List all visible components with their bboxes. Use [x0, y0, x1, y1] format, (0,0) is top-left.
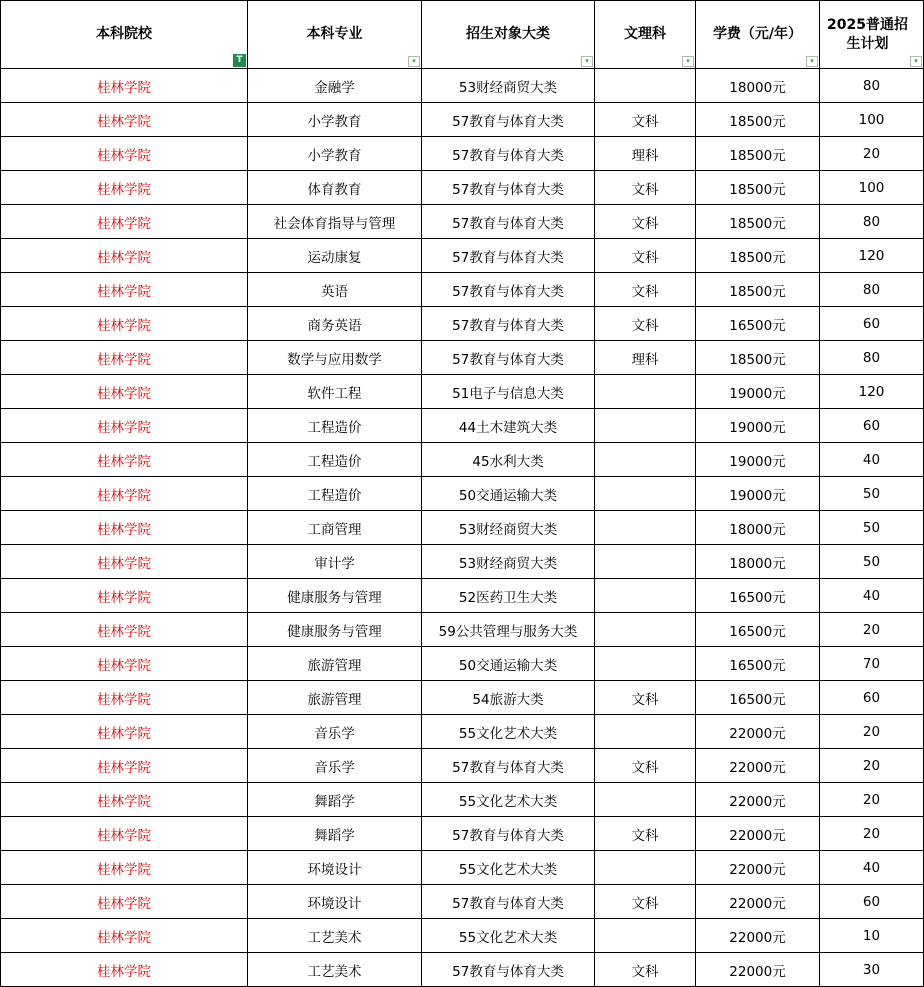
table-row[interactable]	[1, 103, 924, 137]
cell-arts-science[interactable]	[595, 919, 696, 953]
cell-school[interactable]: 桂林学院	[1, 477, 248, 511]
cell-plan[interactable]: 120	[820, 375, 924, 409]
cell-tuition[interactable]: 16500元	[696, 613, 820, 647]
cell-school[interactable]: 桂林学院	[1, 273, 248, 307]
table-body	[1, 69, 924, 987]
header-label: 2025普通招生计划	[827, 16, 908, 52]
table-row[interactable]	[1, 851, 924, 885]
cell-plan[interactable]: 50	[820, 545, 924, 579]
cell-tuition[interactable]: 19000元	[696, 375, 820, 409]
header-arts-science[interactable]	[595, 1, 696, 69]
cell-arts-science[interactable]	[595, 69, 696, 103]
cell-major[interactable]: 工艺美术	[248, 953, 422, 987]
cell-arts-science[interactable]: 文科	[595, 749, 696, 783]
cell-school[interactable]: 桂林学院	[1, 851, 248, 885]
cell-category[interactable]: 57教育与体育大类	[422, 817, 595, 851]
cell-school[interactable]: 桂林学院	[1, 885, 248, 919]
cell-arts-science[interactable]	[595, 477, 696, 511]
cell-category[interactable]: 55文化艺术大类	[422, 851, 595, 885]
cell-tuition[interactable]: 16500元	[696, 647, 820, 681]
cell-category[interactable]: 59公共管理与服务大类	[422, 613, 595, 647]
cell-school[interactable]: 桂林学院	[1, 545, 248, 579]
cell-tuition[interactable]: 18500元	[696, 205, 820, 239]
cell-plan[interactable]: 100	[820, 171, 924, 205]
cell-school[interactable]: 桂林学院	[1, 749, 248, 783]
table-row[interactable]	[1, 375, 924, 409]
cell-category[interactable]: 51电子与信息大类	[422, 375, 595, 409]
cell-arts-science[interactable]: 文科	[595, 273, 696, 307]
table-row[interactable]	[1, 477, 924, 511]
cell-plan[interactable]: 80	[820, 273, 924, 307]
cell-school[interactable]: 桂林学院	[1, 341, 248, 375]
cell-arts-science[interactable]	[595, 613, 696, 647]
table-row[interactable]	[1, 749, 924, 783]
cell-category[interactable]: 45水利大类	[422, 443, 595, 477]
cell-arts-science[interactable]: 理科	[595, 137, 696, 171]
cell-arts-science[interactable]	[595, 579, 696, 613]
cell-school[interactable]: 桂林学院	[1, 579, 248, 613]
cell-school[interactable]: 桂林学院	[1, 103, 248, 137]
cell-arts-science[interactable]: 文科	[595, 171, 696, 205]
cell-arts-science[interactable]	[595, 511, 696, 545]
cell-category[interactable]: 53财经商贸大类	[422, 511, 595, 545]
cell-tuition[interactable]: 18500元	[696, 103, 820, 137]
cell-major[interactable]: 社会体育指导与管理	[248, 205, 422, 239]
cell-tuition[interactable]: 18500元	[696, 171, 820, 205]
table-row[interactable]	[1, 579, 924, 613]
table-row[interactable]	[1, 613, 924, 647]
text-filter-active-icon[interactable]: T	[233, 54, 246, 67]
cell-major[interactable]: 环境设计	[248, 851, 422, 885]
cell-tuition[interactable]: 22000元	[696, 885, 820, 919]
cell-school[interactable]: 桂林学院	[1, 137, 248, 171]
cell-major[interactable]: 数学与应用数学	[248, 341, 422, 375]
cell-arts-science[interactable]: 文科	[595, 817, 696, 851]
cell-category[interactable]: 53财经商贸大类	[422, 545, 595, 579]
cell-arts-science[interactable]	[595, 443, 696, 477]
cell-plan[interactable]: 40	[820, 443, 924, 477]
table-row[interactable]	[1, 647, 924, 681]
table-row[interactable]	[1, 715, 924, 749]
cell-major[interactable]: 健康服务与管理	[248, 579, 422, 613]
cell-category[interactable]: 52医药卫生大类	[422, 579, 595, 613]
table-row[interactable]	[1, 307, 924, 341]
cell-major[interactable]: 小学教育	[248, 137, 422, 171]
cell-category[interactable]: 53财经商贸大类	[422, 69, 595, 103]
cell-tuition[interactable]: 22000元	[696, 953, 820, 987]
cell-major[interactable]: 软件工程	[248, 375, 422, 409]
cell-category[interactable]: 55文化艺术大类	[422, 919, 595, 953]
table-row[interactable]	[1, 273, 924, 307]
cell-plan[interactable]: 60	[820, 307, 924, 341]
cell-arts-science[interactable]	[595, 647, 696, 681]
cell-tuition[interactable]: 19000元	[696, 443, 820, 477]
cell-category[interactable]: 57教育与体育大类	[422, 137, 595, 171]
cell-plan[interactable]: 50	[820, 511, 924, 545]
table-row[interactable]	[1, 137, 924, 171]
table-row[interactable]	[1, 443, 924, 477]
filter-dropdown-icon[interactable]: ▾	[910, 56, 922, 67]
cell-category[interactable]: 57教育与体育大类	[422, 341, 595, 375]
cell-tuition[interactable]: 18000元	[696, 545, 820, 579]
cell-tuition[interactable]: 22000元	[696, 749, 820, 783]
cell-school[interactable]: 桂林学院	[1, 69, 248, 103]
header-tuition[interactable]	[696, 1, 820, 69]
cell-plan[interactable]: 80	[820, 341, 924, 375]
cell-category[interactable]: 54旅游大类	[422, 681, 595, 715]
cell-arts-science[interactable]	[595, 783, 696, 817]
cell-category[interactable]: 44土木建筑大类	[422, 409, 595, 443]
table-row[interactable]	[1, 409, 924, 443]
filter-dropdown-icon[interactable]: ▾	[682, 56, 694, 67]
table-row[interactable]	[1, 919, 924, 953]
filter-dropdown-icon[interactable]: ▾	[581, 56, 593, 67]
table-row[interactable]	[1, 341, 924, 375]
cell-tuition[interactable]: 18500元	[696, 273, 820, 307]
table-row[interactable]	[1, 239, 924, 273]
cell-major[interactable]: 舞蹈学	[248, 817, 422, 851]
cell-tuition[interactable]: 16500元	[696, 579, 820, 613]
cell-plan[interactable]: 20	[820, 783, 924, 817]
cell-major[interactable]: 舞蹈学	[248, 783, 422, 817]
cell-school[interactable]: 桂林学院	[1, 443, 248, 477]
cell-school[interactable]: 桂林学院	[1, 783, 248, 817]
cell-school[interactable]: 桂林学院	[1, 375, 248, 409]
cell-arts-science[interactable]: 文科	[595, 953, 696, 987]
cell-school[interactable]: 桂林学院	[1, 953, 248, 987]
cell-plan[interactable]: 40	[820, 851, 924, 885]
cell-tuition[interactable]: 18000元	[696, 69, 820, 103]
cell-category[interactable]: 57教育与体育大类	[422, 239, 595, 273]
cell-school[interactable]: 桂林学院	[1, 307, 248, 341]
cell-school[interactable]: 桂林学院	[1, 239, 248, 273]
cell-major[interactable]: 音乐学	[248, 715, 422, 749]
cell-arts-science[interactable]: 文科	[595, 307, 696, 341]
cell-tuition[interactable]: 22000元	[696, 851, 820, 885]
cell-major[interactable]: 体育教育	[248, 171, 422, 205]
table-row[interactable]	[1, 953, 924, 987]
header-row	[1, 1, 924, 69]
cell-major[interactable]: 审计学	[248, 545, 422, 579]
cell-plan[interactable]: 50	[820, 477, 924, 511]
cell-school[interactable]: 桂林学院	[1, 817, 248, 851]
cell-major[interactable]: 工程造价	[248, 477, 422, 511]
cell-major[interactable]: 环境设计	[248, 885, 422, 919]
header-label: 本科院校	[96, 26, 152, 42]
cell-arts-science[interactable]	[595, 545, 696, 579]
cell-arts-science[interactable]	[595, 409, 696, 443]
cell-category[interactable]: 57教育与体育大类	[422, 103, 595, 137]
cell-tuition[interactable]: 16500元	[696, 307, 820, 341]
table-row[interactable]	[1, 171, 924, 205]
header-label: 招生对象大类	[466, 26, 550, 42]
table-row[interactable]	[1, 681, 924, 715]
header-category[interactable]	[422, 1, 595, 69]
cell-tuition[interactable]: 22000元	[696, 783, 820, 817]
cell-category[interactable]: 55文化艺术大类	[422, 715, 595, 749]
cell-major[interactable]: 工程造价	[248, 409, 422, 443]
cell-major[interactable]: 工艺美术	[248, 919, 422, 953]
cell-plan[interactable]: 20	[820, 817, 924, 851]
cell-school[interactable]: 桂林学院	[1, 409, 248, 443]
filter-dropdown-icon[interactable]: ▾	[408, 56, 420, 67]
cell-major[interactable]: 工程造价	[248, 443, 422, 477]
table-row[interactable]	[1, 511, 924, 545]
cell-category[interactable]: 57教育与体育大类	[422, 749, 595, 783]
cell-arts-science[interactable]	[595, 715, 696, 749]
cell-category[interactable]: 57教育与体育大类	[422, 205, 595, 239]
cell-major[interactable]: 旅游管理	[248, 647, 422, 681]
filter-dropdown-icon[interactable]: ▾	[806, 56, 818, 67]
cell-plan[interactable]: 60	[820, 409, 924, 443]
cell-major[interactable]: 音乐学	[248, 749, 422, 783]
cell-tuition[interactable]: 18500元	[696, 239, 820, 273]
cell-plan[interactable]: 20	[820, 715, 924, 749]
cell-plan[interactable]: 100	[820, 103, 924, 137]
cell-tuition[interactable]: 16500元	[696, 681, 820, 715]
header-school[interactable]	[1, 1, 248, 69]
cell-plan[interactable]: 70	[820, 647, 924, 681]
cell-major[interactable]: 健康服务与管理	[248, 613, 422, 647]
cell-plan[interactable]: 20	[820, 749, 924, 783]
cell-major[interactable]: 英语	[248, 273, 422, 307]
cell-plan[interactable]: 20	[820, 137, 924, 171]
cell-arts-science[interactable]	[595, 375, 696, 409]
cell-plan[interactable]: 80	[820, 205, 924, 239]
cell-school[interactable]: 桂林学院	[1, 511, 248, 545]
cell-arts-science[interactable]: 理科	[595, 341, 696, 375]
cell-arts-science[interactable]: 文科	[595, 103, 696, 137]
table-row[interactable]	[1, 885, 924, 919]
cell-plan[interactable]: 120	[820, 239, 924, 273]
cell-category[interactable]: 57教育与体育大类	[422, 953, 595, 987]
cell-school[interactable]: 桂林学院	[1, 205, 248, 239]
table-row[interactable]	[1, 545, 924, 579]
header-label: 文理科	[624, 26, 666, 42]
cell-school[interactable]: 桂林学院	[1, 715, 248, 749]
cell-category[interactable]: 57教育与体育大类	[422, 171, 595, 205]
cell-plan[interactable]: 60	[820, 681, 924, 715]
cell-major[interactable]: 商务英语	[248, 307, 422, 341]
header-major[interactable]	[248, 1, 422, 69]
cell-major[interactable]: 工商管理	[248, 511, 422, 545]
cell-category[interactable]: 57教育与体育大类	[422, 885, 595, 919]
cell-category[interactable]: 57教育与体育大类	[422, 273, 595, 307]
cell-arts-science[interactable]	[595, 851, 696, 885]
cell-plan[interactable]: 10	[820, 919, 924, 953]
table-row[interactable]	[1, 783, 924, 817]
cell-tuition[interactable]: 22000元	[696, 919, 820, 953]
cell-arts-science[interactable]: 文科	[595, 681, 696, 715]
cell-plan[interactable]: 80	[820, 69, 924, 103]
cell-tuition[interactable]: 22000元	[696, 817, 820, 851]
cell-school[interactable]: 桂林学院	[1, 919, 248, 953]
cell-plan[interactable]: 20	[820, 613, 924, 647]
cell-tuition[interactable]: 22000元	[696, 715, 820, 749]
header-label: 本科专业	[306, 26, 363, 42]
cell-major[interactable]: 小学教育	[248, 103, 422, 137]
cell-plan[interactable]: 30	[820, 953, 924, 987]
cell-category[interactable]: 50交通运输大类	[422, 477, 595, 511]
cell-major[interactable]: 运动康复	[248, 239, 422, 273]
cell-major[interactable]: 旅游管理	[248, 681, 422, 715]
cell-arts-science[interactable]: 文科	[595, 205, 696, 239]
cell-tuition[interactable]: 19000元	[696, 477, 820, 511]
cell-school[interactable]: 桂林学院	[1, 647, 248, 681]
cell-category[interactable]: 55文化艺术大类	[422, 783, 595, 817]
cell-school[interactable]: 桂林学院	[1, 613, 248, 647]
cell-school[interactable]: 桂林学院	[1, 681, 248, 715]
cell-plan[interactable]: 40	[820, 579, 924, 613]
cell-major[interactable]: 金融学	[248, 69, 422, 103]
cell-category[interactable]: 57教育与体育大类	[422, 307, 595, 341]
header-label: 学费（元/年）	[712, 26, 803, 42]
cell-tuition[interactable]: 18500元	[696, 137, 820, 171]
table-row[interactable]	[1, 205, 924, 239]
table-row[interactable]	[1, 817, 924, 851]
header-plan[interactable]	[820, 1, 924, 69]
table-row[interactable]	[1, 69, 924, 103]
cell-tuition[interactable]: 19000元	[696, 409, 820, 443]
cell-arts-science[interactable]: 文科	[595, 885, 696, 919]
cell-school[interactable]: 桂林学院	[1, 171, 248, 205]
cell-category[interactable]: 50交通运输大类	[422, 647, 595, 681]
cell-arts-science[interactable]: 文科	[595, 239, 696, 273]
cell-plan[interactable]: 60	[820, 885, 924, 919]
cell-tuition[interactable]: 18000元	[696, 511, 820, 545]
cell-tuition[interactable]: 18500元	[696, 341, 820, 375]
